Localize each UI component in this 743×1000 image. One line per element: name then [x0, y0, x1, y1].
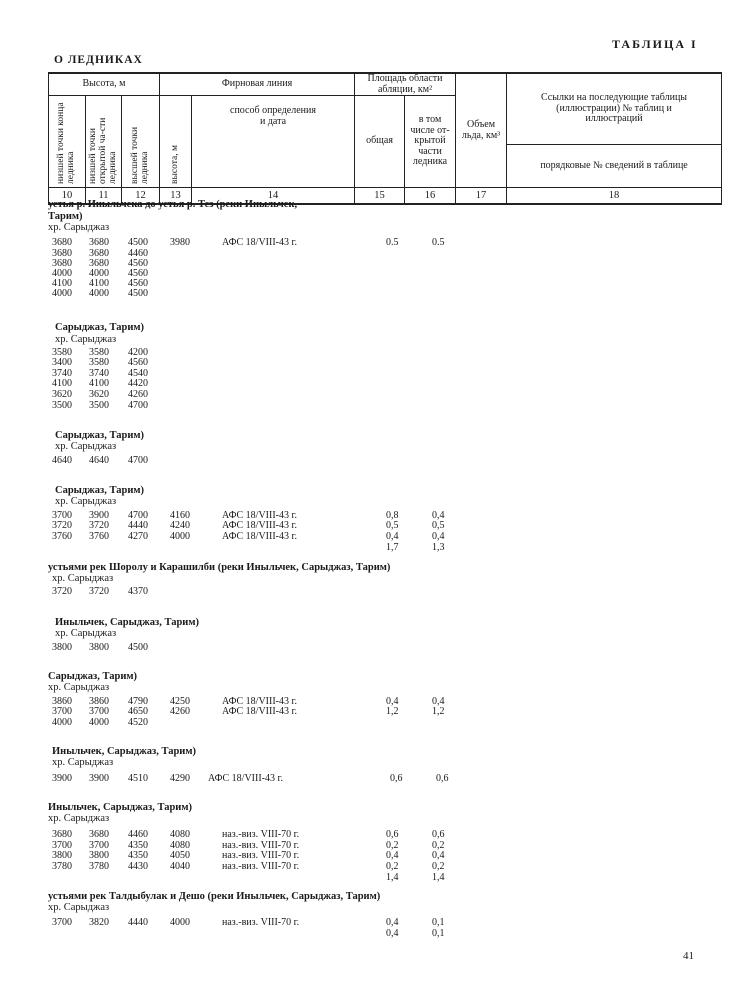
section-heading: Сарыджаз, Тарим): [55, 430, 145, 441]
col-num: 16: [405, 188, 456, 205]
table-cell: 3900: [52, 773, 72, 784]
table-cell: 3800: [52, 642, 72, 653]
section-range: хр. Сарыджаз: [55, 496, 117, 507]
section-heading: Сарыджаз, Тарим): [48, 671, 138, 682]
table-cell: 3620: [89, 389, 109, 400]
col16-header: в том числе от-крытой части ледника: [405, 96, 456, 188]
table-cell: 3720: [89, 520, 109, 531]
col-num: 11: [86, 188, 122, 205]
table-cell: 4500: [128, 642, 148, 653]
col-num: 10: [49, 188, 86, 205]
table-cell: 0,1: [432, 928, 445, 939]
col14-header: способ определения и дата: [192, 96, 355, 188]
table-cell: 0,2: [386, 861, 399, 872]
table-cell: 4650: [128, 706, 148, 717]
col-num: 18: [507, 188, 722, 205]
table-cell: 3780: [89, 861, 109, 872]
col18-bottom-header: порядковые № сведений в таблице: [507, 145, 722, 188]
table-cell: 0,4: [386, 696, 399, 707]
table-cell: 4420: [128, 378, 148, 389]
table-cell: 3700: [89, 706, 109, 717]
table-cell: 4000: [52, 288, 72, 299]
table-cell: 0,4: [432, 696, 445, 707]
table-cell: 0,5: [432, 520, 445, 531]
table-cell: 4000: [89, 288, 109, 299]
section-heading: Иныльчек, Сарыджаз, Тарим): [52, 746, 196, 757]
section-range: хр. Сарыджаз: [48, 682, 110, 693]
firn-group-header: Фирновая линия: [160, 73, 355, 96]
table-cell: 4510: [128, 773, 148, 784]
table-cell: 4080: [170, 829, 190, 840]
table-cell: 3700: [89, 840, 109, 851]
table-cell: 0,2: [432, 840, 445, 851]
col-num: 15: [355, 188, 405, 205]
table-cell: АФС 18/VIII-43 г.: [222, 696, 297, 707]
table-cell: 3680: [89, 258, 109, 269]
table-cell: 0,4: [432, 531, 445, 542]
table-cell: 4520: [128, 717, 148, 728]
table-cell: АФС 18/VIII-43 г.: [222, 510, 297, 521]
table-cell: 4080: [170, 840, 190, 851]
table-cell: 3680: [52, 829, 72, 840]
table-cell: 3780: [52, 861, 72, 872]
table-cell: АФС 18/VIII-43 г.: [222, 531, 297, 542]
table-cell: 4160: [170, 510, 190, 521]
table-cell: 0,4: [432, 850, 445, 861]
table-cell: 4790: [128, 696, 148, 707]
table-cell: 4000: [170, 531, 190, 542]
table-cell: 4370: [128, 586, 148, 597]
table-cell: 4100: [89, 378, 109, 389]
section-heading-cont: Тарим): [48, 211, 83, 222]
table-cell: 4560: [128, 357, 148, 368]
table-cell: 1,4: [432, 872, 445, 883]
table-cell: наз.-виз. VIII-70 г.: [222, 829, 300, 840]
table-cell: 3580: [89, 347, 109, 358]
table-cell: 3860: [89, 696, 109, 707]
table-cell: 3620: [52, 389, 72, 400]
table-cell: 4240: [170, 520, 190, 531]
section-range: хр. Сарыджаз: [52, 757, 114, 768]
table-cell: 4200: [128, 347, 148, 358]
table-cell: 3400: [52, 357, 72, 368]
table-cell: 3500: [89, 400, 109, 411]
table-cell: 3720: [89, 586, 109, 597]
table-cell: 0,8: [386, 510, 399, 521]
section-range: хр. Сарыджаз: [55, 334, 117, 345]
table-cell: 4100: [52, 378, 72, 389]
table-cell: 4700: [128, 455, 148, 466]
table-cell: наз.-виз. VIII-70 г.: [222, 917, 300, 928]
table-cell: 0,5: [386, 520, 399, 531]
table-cell: 0,6: [432, 829, 445, 840]
table-cell: 0,6: [386, 829, 399, 840]
height-group-header: Высота, м: [49, 73, 160, 96]
section-heading: Сарыджаз, Тарим): [55, 322, 145, 333]
table-cell: наз.-виз. VIII-70 г.: [222, 840, 300, 851]
table-cell: 3500: [52, 400, 72, 411]
table-cell: 4540: [128, 368, 148, 379]
table-cell: 3800: [52, 850, 72, 861]
table-cell: 3720: [52, 520, 72, 531]
table-cell: 3760: [52, 531, 72, 542]
table-cell: 4700: [128, 510, 148, 521]
table-cell: 3680: [52, 248, 72, 259]
col-num: 12: [122, 188, 160, 205]
table-cell: 0.5: [432, 237, 445, 248]
table-cell: 4700: [128, 400, 148, 411]
table-cell: 0,4: [386, 917, 399, 928]
col18-top-header: Ссылки на последующие таблицы (иллюстрации) № таблиц и иллюстраций: [507, 73, 722, 145]
col15-header: общая: [355, 96, 405, 188]
col-num: 13: [160, 188, 192, 205]
table-cell: 4260: [170, 706, 190, 717]
section-heading: устья р. Иныльчека до устья р. Тез (реки Иныльчек,: [48, 199, 298, 210]
table-cell: АФС 18/VIII-43 г.: [222, 237, 297, 248]
table-cell: 4440: [128, 520, 148, 531]
table-cell: 4000: [52, 268, 72, 279]
table-cell: 4000: [170, 917, 190, 928]
table-cell: 4640: [52, 455, 72, 466]
table-cell: 1,2: [432, 706, 445, 717]
section-range: хр. Сарыджаз: [48, 902, 110, 913]
section-range: хр. Сарыджаз: [55, 628, 117, 639]
table-cell: 4040: [170, 861, 190, 872]
table-cell: 3720: [52, 586, 72, 597]
table-cell: 4290: [170, 773, 190, 784]
table-cell: 0,4: [432, 510, 445, 521]
page-number: 41: [683, 950, 694, 962]
table-cell: 4500: [128, 237, 148, 248]
table-cell: 0,2: [432, 861, 445, 872]
table-label: ТАБЛИЦА I: [612, 37, 698, 51]
col10-header: низшей точки конца ледника: [49, 96, 86, 188]
table-cell: 4560: [128, 278, 148, 289]
table-cell: 3800: [89, 642, 109, 653]
section-heading: Иныльчек, Сарыджаз, Тарим): [55, 617, 199, 628]
table-cell: 4500: [128, 288, 148, 299]
table-cell: 3900: [89, 510, 109, 521]
table-cell: 3820: [89, 917, 109, 928]
table-cell: 3900: [89, 773, 109, 784]
table-cell: 4050: [170, 850, 190, 861]
col11-header: низшей точки открытой ча-сти ледника: [86, 96, 122, 188]
table-cell: 0.5: [386, 237, 399, 248]
col-num: 14: [192, 188, 355, 205]
table-cell: 4100: [52, 278, 72, 289]
table-cell: 3980: [170, 237, 190, 248]
table-cell: 0,4: [386, 531, 399, 542]
table-cell: 3680: [52, 258, 72, 269]
section-heading: Иныльчек, Сарыджаз, Тарим): [48, 802, 192, 813]
table-cell: 3700: [52, 706, 72, 717]
section-range: хр. Сарыджаз: [52, 573, 114, 584]
table-cell: АФС 18/VIII-43 г.: [208, 773, 283, 784]
table-cell: 4560: [128, 258, 148, 269]
table-cell: 4460: [128, 829, 148, 840]
col12-header: высшей точки ледника: [122, 96, 160, 188]
table-cell: наз.-виз. VIII-70 г.: [222, 861, 300, 872]
section-range: хр. Сарыджаз: [48, 222, 110, 233]
table-cell: 1,7: [386, 542, 399, 553]
table-cell: 3700: [52, 840, 72, 851]
table-cell: 4000: [52, 717, 72, 728]
table-cell: 3700: [52, 510, 72, 521]
table-cell: 3680: [89, 237, 109, 248]
table-cell: 4440: [128, 917, 148, 928]
table-cell: 0,6: [390, 773, 403, 784]
table-cell: 3740: [89, 368, 109, 379]
table-cell: 1,2: [386, 706, 399, 717]
table-cell: 0,1: [432, 917, 445, 928]
section-range: хр. Сарыджаз: [48, 813, 110, 824]
ablation-group-header: Площадь области абляции, км²: [355, 73, 456, 96]
table-cell: 0,2: [386, 840, 399, 851]
section-heading: Сарыджаз, Тарим): [55, 485, 145, 496]
table-cell: 3680: [89, 829, 109, 840]
table-cell: 3860: [52, 696, 72, 707]
table-cell: 1,3: [432, 542, 445, 553]
table-cell: 4270: [128, 531, 148, 542]
table-cell: 3700: [52, 917, 72, 928]
table-cell: 4100: [89, 278, 109, 289]
table-cell: наз.-виз. VIII-70 г.: [222, 850, 300, 861]
section-heading: устьями рек Талдыбулак и Дешо (реки Иныльчек, Сарыджаз, Тарим): [48, 891, 381, 902]
col17-header: Объем льда, км³: [456, 73, 507, 188]
table-cell: 3740: [52, 368, 72, 379]
table-header: [48, 72, 722, 205]
col13-header: высота, м: [160, 96, 192, 188]
table-cell: 0,6: [436, 773, 449, 784]
table-cell: 4350: [128, 850, 148, 861]
table-cell: 3680: [52, 237, 72, 248]
table-cell: АФС 18/VIII-43 г.: [222, 520, 297, 531]
table-cell: 4000: [89, 268, 109, 279]
table-cell: 0,4: [386, 928, 399, 939]
table-cell: 4250: [170, 696, 190, 707]
table-cell: 0,4: [386, 850, 399, 861]
table-cell: 4460: [128, 248, 148, 259]
table-cell: 3580: [89, 357, 109, 368]
table-cell: 4560: [128, 268, 148, 279]
table-cell: 4350: [128, 840, 148, 851]
table-cell: 4260: [128, 389, 148, 400]
table-cell: 4000: [89, 717, 109, 728]
table-cell: АФС 18/VIII-43 г.: [222, 706, 297, 717]
table-cell: 3800: [89, 850, 109, 861]
table-cell: 3760: [89, 531, 109, 542]
table-cell: 4430: [128, 861, 148, 872]
section-range: хр. Сарыджаз: [55, 441, 117, 452]
section-heading: устьями рек Шоролу и Карашилби (реки Иныльчек, Сарыджаз, Тарим): [48, 562, 391, 573]
table-cell: 3580: [52, 347, 72, 358]
table-cell: 1,4: [386, 872, 399, 883]
page-title: О ЛЕДНИКАХ: [54, 54, 143, 66]
table-cell: 4640: [89, 455, 109, 466]
table-cell: 3680: [89, 248, 109, 259]
col-num: 17: [456, 188, 507, 205]
